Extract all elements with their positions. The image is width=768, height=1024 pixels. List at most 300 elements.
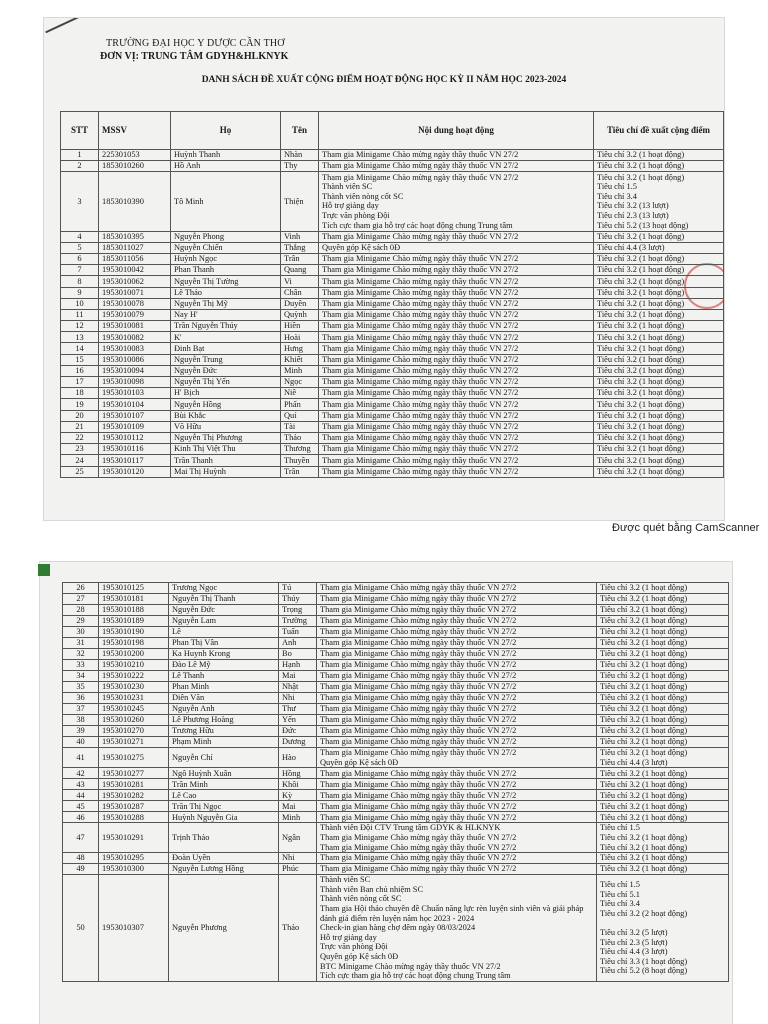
scanned-page-1: [44, 18, 724, 520]
cell-mssv: [99, 671, 169, 682]
cell-line: 8: [77, 276, 82, 286]
cell-tieuchi: [597, 737, 729, 748]
cell-line: Tiêu chí 3.2 (1 hoạt động): [597, 410, 685, 420]
cell-line: 1953010275: [102, 752, 144, 762]
cell-line: 1953010094: [102, 366, 144, 376]
cell-noidung: [317, 594, 597, 605]
cell-stt: [61, 161, 99, 172]
cell-line: 1953010042: [102, 265, 144, 275]
cell-ten: [279, 768, 317, 779]
cell-noidung: [317, 853, 597, 864]
cell-tieuchi: [597, 748, 729, 768]
cell-line: 20: [75, 410, 84, 420]
cell-tieuchi: [597, 682, 729, 693]
cell-line: Tiêu chí 5.2 (13 hoạt động): [597, 220, 689, 230]
table-row: [61, 253, 724, 264]
cell-line: Ngân: [282, 832, 301, 842]
cell-mssv: [99, 737, 169, 748]
cell-ho: [169, 790, 279, 801]
cell-noidung: [319, 365, 594, 376]
cell-noidung: [319, 332, 594, 343]
cell-tieuchi: [594, 276, 724, 287]
cell-line: Tham gia Minigame Chào mừng ngày thầy thuốc VN 27/2: [320, 748, 517, 758]
cell-line: 44: [76, 790, 85, 800]
cell-line: Tiêu chí 3.2 (13 lượt): [597, 201, 669, 211]
cell-ten: [281, 432, 319, 443]
cell-line: 1953010288: [102, 812, 144, 822]
cell-line: 39: [76, 726, 85, 736]
cell-line: Lê Thảo: [174, 287, 202, 297]
cell-noidung: [317, 768, 597, 779]
cell-mssv: [99, 638, 169, 649]
cell-mssv: [99, 704, 169, 715]
cell-line: Khôi: [282, 779, 299, 789]
cell-line: Tiêu chí 3.2 (1 hoạt động): [600, 842, 688, 852]
cell-noidung: [317, 715, 597, 726]
cell-line: Tiêu chí 3.2 (1 hoạt động): [600, 779, 688, 789]
cell-line: Tiêu chí 3.2 (1 hoạt động): [600, 594, 688, 604]
cell-stt: [63, 853, 99, 864]
cell-ten: [279, 779, 317, 790]
cell-line: Đào Lê Mỹ: [172, 660, 211, 670]
cell-line: Tham gia Minigame Chào mừng ngày thầy thuốc VN 27/2: [320, 638, 517, 648]
cell-line: 1953010222: [102, 671, 144, 681]
cell-line: 18: [75, 388, 84, 398]
cell-ten: [281, 410, 319, 421]
cell-mssv: [99, 605, 169, 616]
cell-stt: [63, 693, 99, 704]
cell-line: Tham gia Minigame Chào mừng ngày thầy thuốc VN 27/2: [322, 332, 519, 342]
cell-line: 1853011027: [102, 243, 144, 253]
cell-stt: [63, 594, 99, 605]
activity-table-page-2: [62, 582, 729, 982]
cell-line: Tiêu chí 3.2 (1 hoạt động): [600, 748, 688, 758]
cell-ho: [169, 649, 279, 660]
school-name: TRƯỜNG ĐẠI HỌC Y DƯỢC CẦN THƠ: [106, 38, 285, 49]
cell-line: Tham gia Minigame Chào mừng ngày thầy thuốc VN 27/2: [322, 150, 519, 160]
cell-ten: [281, 377, 319, 388]
cell-tieuchi: [597, 671, 729, 682]
cell-line: Thương: [284, 444, 311, 454]
table-row: [63, 704, 729, 715]
cell-ho: [171, 287, 281, 298]
cell-line: Quyên góp Kệ sách 0Đ: [322, 243, 401, 253]
cell-ho: [171, 410, 281, 421]
cell-tieuchi: [594, 231, 724, 242]
cell-stt: [63, 779, 99, 790]
table-row: [63, 594, 729, 605]
cell-line: Huỳnh Thanh: [174, 150, 221, 160]
cell-line: 47: [76, 832, 85, 842]
cell-line: Tham gia Minigame Chào mừng ngày thầy thuốc VN 27/2: [322, 343, 519, 353]
cell-ho: [169, 605, 279, 616]
cell-line: Thảo: [282, 923, 300, 933]
cell-ten: [279, 616, 317, 627]
cell-stt: [61, 332, 99, 343]
table-row: [63, 682, 729, 693]
cell-line: Trường: [282, 616, 307, 626]
cell-noidung: [319, 444, 594, 455]
cell-mssv: [99, 875, 169, 982]
cell-mssv: [99, 321, 171, 332]
cell-line: 1853010395: [102, 231, 144, 241]
cell-ten: [281, 161, 319, 172]
cell-line: Tiêu chí 3.2 (1 hoạt động): [597, 321, 685, 331]
cell-ten: [279, 875, 317, 982]
table-row: [63, 671, 729, 682]
cell-line: Minh: [282, 812, 301, 822]
cell-mssv: [99, 343, 171, 354]
cell-line: Thành viên Ban chủ nhiệm SC: [320, 884, 424, 894]
cell-line: Minh: [284, 366, 303, 376]
cell-line: 1953010189: [102, 616, 144, 626]
cell-line: Huỳnh Ngọc: [174, 254, 218, 264]
cell-noidung: [317, 682, 597, 693]
cell-line: 30: [76, 627, 85, 637]
cell-line: 49: [76, 864, 85, 874]
col-ho: Họ: [171, 112, 281, 150]
cell-line: 15: [75, 354, 84, 364]
col-tieuchi: Tiêu chí đề xuất cộng điểm: [594, 112, 724, 150]
table-header-row: [61, 112, 724, 150]
cell-line: Nguyễn Trung: [174, 354, 223, 364]
cell-line: Tham gia Minigame Chào mừng ngày thầy thuốc VN 27/2: [320, 790, 517, 800]
cell-ho: [169, 737, 279, 748]
cell-line: Tiêu chí 3.4: [597, 191, 637, 201]
cell-line: Mai: [282, 801, 296, 811]
cell-line: Ngô Huỳnh Xuân: [172, 768, 232, 778]
cell-ten: [281, 466, 319, 477]
cell-line: Tham gia Minigame Chào mừng ngày thầy thuốc VN 27/2: [320, 726, 517, 736]
cell-noidung: [317, 737, 597, 748]
cell-line: Quang: [284, 265, 307, 275]
cell-line: Tiêu chí 3.2 (1 hoạt động): [600, 693, 688, 703]
cell-tieuchi: [594, 161, 724, 172]
cell-tieuchi: [594, 287, 724, 298]
cell-ho: [169, 779, 279, 790]
cell-stt: [61, 150, 99, 161]
cell-line: Hiền: [284, 321, 301, 331]
cell-ho: [171, 332, 281, 343]
cell-stt: [61, 298, 99, 309]
cell-noidung: [317, 779, 597, 790]
cell-line: Tham gia Minigame Chào mừng ngày thầy thuốc VN 27/2: [322, 455, 519, 465]
cell-line: Hoài: [284, 332, 301, 342]
cell-tieuchi: [594, 455, 724, 466]
cell-ten: [281, 444, 319, 455]
table-row: [63, 790, 729, 801]
cell-line: 22: [75, 433, 84, 443]
cell-line: 5: [77, 243, 82, 253]
cell-line: Tiêu chí 3.2 (1 hoạt động): [597, 354, 685, 364]
cell-line: Tiêu chí 3.2 (1 hoạt động): [600, 801, 688, 811]
cell-ten: [281, 309, 319, 320]
cell-line: Vinh: [284, 231, 301, 241]
cell-line: Phan Thanh: [174, 265, 215, 275]
cell-line: Tiêu chí 3.2 (1 hoạt động): [597, 422, 685, 432]
cell-line: Thư: [282, 704, 296, 714]
cell-line: Nguyễn Anh: [172, 704, 215, 714]
cell-line: Tiêu chí 3.2 (1 hoạt động): [597, 399, 685, 409]
cell-noidung: [319, 276, 594, 287]
cell-mssv: [99, 768, 169, 779]
cell-line: Nhi: [282, 693, 295, 703]
cell-line: 1953010071: [102, 287, 144, 297]
cell-line: Quí: [284, 410, 297, 420]
cell-line: Nguyễn Thị Phương: [174, 433, 243, 443]
cell-mssv: [99, 853, 169, 864]
cell-mssv: [99, 432, 171, 443]
cell-line: Nhật: [282, 682, 299, 692]
cell-line: Tiêu chí 3.2 (1 hoạt động): [597, 254, 685, 264]
cell-tieuchi: [597, 779, 729, 790]
cell-ten: [281, 343, 319, 354]
cell-line: Tham gia Minigame Chào mừng ngày thầy thuốc VN 27/2: [320, 768, 517, 778]
cell-ho: [171, 172, 281, 231]
cell-mssv: [99, 466, 171, 477]
cell-line: Tiêu chí 2.3 (13 lượt): [597, 211, 669, 221]
cell-mssv: [99, 377, 171, 388]
cell-line: Tham gia Minigame Chào mừng ngày thầy thuốc VN 27/2: [322, 422, 519, 432]
cell-line: Tham gia Minigame Chào mừng ngày thầy thuốc VN 27/2: [320, 671, 517, 681]
cell-tieuchi: [597, 823, 729, 853]
cell-line: Tham gia Minigame Chào mừng ngày thầy thuốc VN 27/2: [322, 254, 519, 264]
table-row: [63, 693, 729, 704]
cell-ten: [279, 594, 317, 605]
cell-line: Tiêu chí 3.2 (1 hoạt động): [597, 455, 685, 465]
cell-ten: [281, 321, 319, 332]
cell-line: Tham gia Minigame Chào mừng ngày thầy thuốc VN 27/2: [320, 682, 517, 692]
cell-noidung: [317, 583, 597, 594]
cell-line: Tham gia Minigame Chào mừng ngày thầy thuốc VN 27/2: [320, 779, 517, 789]
cell-line: 1953010181: [102, 594, 144, 604]
cell-line: Tiêu chí 3.2 (1 hoạt động): [600, 704, 688, 714]
cell-mssv: [99, 388, 171, 399]
cell-tieuchi: [597, 693, 729, 704]
cell-line: Tiêu chí 4.4 (3 lượt): [600, 757, 668, 767]
cell-noidung: [317, 605, 597, 616]
cell-line: Nguyễn Thị Mỹ: [174, 298, 228, 308]
table-row: [61, 354, 724, 365]
cell-line: Tiêu chí 3.2 (1 hoạt động): [597, 366, 685, 376]
cell-line: Hỗ trợ giảng dạy: [320, 932, 377, 942]
cell-mssv: [99, 287, 171, 298]
table-row: [61, 161, 724, 172]
cell-ten: [279, 682, 317, 693]
cell-mssv: [99, 660, 169, 671]
cell-line: Thảo: [284, 433, 302, 443]
cell-line: 21: [75, 422, 84, 432]
cell-line: Tiêu chí 4.4 (3 lượt): [600, 947, 668, 957]
cell-mssv: [99, 594, 169, 605]
cell-ten: [279, 583, 317, 594]
cell-line: Tham gia Minigame Chào mừng ngày thầy thuốc VN 27/2: [322, 161, 519, 171]
cell-stt: [63, 748, 99, 768]
cell-line: 1953010287: [102, 801, 144, 811]
cell-tieuchi: [594, 253, 724, 264]
cell-line: 46: [76, 812, 85, 822]
cell-line: 1853011056: [102, 254, 144, 264]
cell-mssv: [99, 161, 171, 172]
cell-line: 1953010086: [102, 354, 144, 364]
cell-line: 1953010062: [102, 276, 144, 286]
cell-line: Lê Cao: [172, 790, 197, 800]
cell-line: Tiêu chí 3.2 (1 hoạt động): [600, 864, 688, 874]
cell-line: 1953010260: [102, 715, 144, 725]
cell-line: Kỳ: [282, 790, 293, 800]
cell-noidung: [319, 466, 594, 477]
cell-line: Tham gia Minigame Chào mừng ngày thầy thuốc VN 27/2: [320, 594, 517, 604]
cell-line: Thúy: [282, 594, 300, 604]
cell-line: Tiêu chí 3.2 (1 hoạt động): [597, 466, 685, 476]
cell-line: Nguyễn Chí: [172, 752, 213, 762]
cell-ho: [169, 638, 279, 649]
cell-noidung: [319, 343, 594, 354]
cell-line: 1953010277: [102, 768, 144, 778]
cell-line: 3: [77, 196, 82, 206]
cell-line: Check-in gian hàng chợ đêm ngày 08/03/2024: [320, 923, 476, 933]
cell-mssv: [99, 150, 171, 161]
cell-line: Tiêu chí 3.2 (1 hoạt động): [597, 287, 685, 297]
cell-line: Tiêu chí 1.5: [600, 879, 640, 889]
table-row: [63, 779, 729, 790]
cell-tieuchi: [597, 594, 729, 605]
cell-line: 1953010245: [102, 704, 144, 714]
table-row: [61, 287, 724, 298]
cell-line: Duyên: [284, 298, 307, 308]
cell-mssv: [99, 627, 169, 638]
cell-line: Nay H': [174, 310, 198, 320]
cell-noidung: [319, 242, 594, 253]
cell-line: Tiêu chí 3.2 (1 hoạt động): [600, 790, 688, 800]
table-row: [61, 150, 724, 161]
table-row: [61, 276, 724, 287]
table-row: [63, 660, 729, 671]
cell-line: 1953010082: [102, 332, 144, 342]
table-row: [61, 231, 724, 242]
cell-mssv: [99, 748, 169, 768]
cell-noidung: [317, 627, 597, 638]
cell-noidung: [319, 421, 594, 432]
cell-line: 17: [75, 377, 84, 387]
cell-line: Tham gia Minigame Chào mừng ngày thầy thuốc VN 27/2: [320, 737, 517, 747]
cell-ten: [281, 253, 319, 264]
cell-stt: [61, 455, 99, 466]
cell-ten: [279, 812, 317, 823]
cell-line: Tiêu chí 5.2 (8 hoạt động): [600, 966, 688, 976]
cell-mssv: [99, 242, 171, 253]
table-row: [63, 853, 729, 864]
cell-ho: [169, 704, 279, 715]
cell-noidung: [319, 287, 594, 298]
cell-tieuchi: [594, 332, 724, 343]
cell-line: Nhi: [282, 853, 295, 863]
cell-tieuchi: [594, 354, 724, 365]
cell-line: Bo: [282, 649, 292, 659]
cell-tieuchi: [597, 605, 729, 616]
cell-ten: [279, 726, 317, 737]
cell-line: Tiêu chí 3.2 (1 hoạt động): [597, 161, 685, 171]
cell-line: 1953010231: [102, 693, 144, 703]
table-row: [61, 410, 724, 421]
table-row: [61, 172, 724, 231]
cell-ho: [169, 583, 279, 594]
cell-stt: [63, 726, 99, 737]
cell-ten: [279, 627, 317, 638]
cell-line: Diên Văn: [172, 693, 205, 703]
cell-line: Hồng: [282, 768, 301, 778]
cell-ho: [169, 627, 279, 638]
cell-line: 1953010104: [102, 399, 144, 409]
cell-noidung: [319, 172, 594, 231]
cell-stt: [63, 638, 99, 649]
cell-line: Tham gia Minigame Chào mừng ngày thầy thuốc VN 27/2: [322, 466, 519, 476]
cell-line: Trần Minh: [172, 779, 208, 789]
cell-line: 48: [76, 853, 85, 863]
cell-mssv: [99, 410, 171, 421]
table-row: [63, 649, 729, 660]
cell-line: Phan Thị Vân: [172, 638, 219, 648]
cell-line: Tiêu chí 3.2 (1 hoạt động): [600, 660, 688, 670]
cell-line: 36: [76, 693, 85, 703]
cell-mssv: [99, 864, 169, 875]
cell-stt: [63, 812, 99, 823]
cell-line: 1953010098: [102, 377, 144, 387]
cell-stt: [61, 354, 99, 365]
cell-ho: [169, 812, 279, 823]
cell-line: 1953010188: [102, 605, 144, 615]
cell-line: Tham gia Minigame Chào mừng ngày thầy thuốc VN 27/2: [320, 660, 517, 670]
cell-mssv: [99, 779, 169, 790]
cell-line: Yến: [282, 715, 296, 725]
cell-ho: [169, 853, 279, 864]
cell-ten: [281, 298, 319, 309]
cell-stt: [63, 671, 99, 682]
cell-line: 1953010125: [102, 583, 144, 593]
cell-line: Tham gia Minigame Chào mừng ngày thầy thuốc VN 27/2: [322, 366, 519, 376]
cell-stt: [63, 801, 99, 812]
cell-line: Kinh Thị Việt Thu: [174, 444, 236, 454]
cell-line: 50: [76, 923, 85, 933]
activity-table-page-1: [60, 111, 724, 478]
cell-mssv: [99, 309, 171, 320]
cell-line: 1953010107: [102, 410, 144, 420]
table-row: [63, 823, 729, 853]
cell-stt: [61, 287, 99, 298]
cell-ho: [171, 161, 281, 172]
cell-line: Nguyễn Phong: [174, 231, 225, 241]
cell-stt: [61, 377, 99, 388]
cell-stt: [63, 737, 99, 748]
cell-mssv: [99, 801, 169, 812]
cell-line: 1953010291: [102, 832, 144, 842]
table-row: [61, 421, 724, 432]
cell-line: Thiện: [284, 196, 304, 206]
cell-line: 1: [77, 150, 82, 160]
cell-line: Tài: [284, 422, 296, 432]
cell-line: Tiêu chí 3.2 (2 hoạt động): [600, 908, 688, 918]
cell-line: Tham gia Minigame Chào mừng ngày thầy thuốc VN 27/2: [320, 842, 517, 852]
cell-line: Phan Minh: [172, 682, 209, 692]
cell-line: Tham gia Minigame Chào mừng ngày thầy thuốc VN 27/2: [320, 693, 517, 703]
cell-tieuchi: [597, 768, 729, 779]
cell-ten: [281, 365, 319, 376]
cell-line: 2: [77, 161, 82, 171]
cell-tieuchi: [594, 150, 724, 161]
cell-ho: [169, 715, 279, 726]
cell-line: Nguyễn Thị Thanh: [172, 594, 236, 604]
cell-ho: [171, 242, 281, 253]
